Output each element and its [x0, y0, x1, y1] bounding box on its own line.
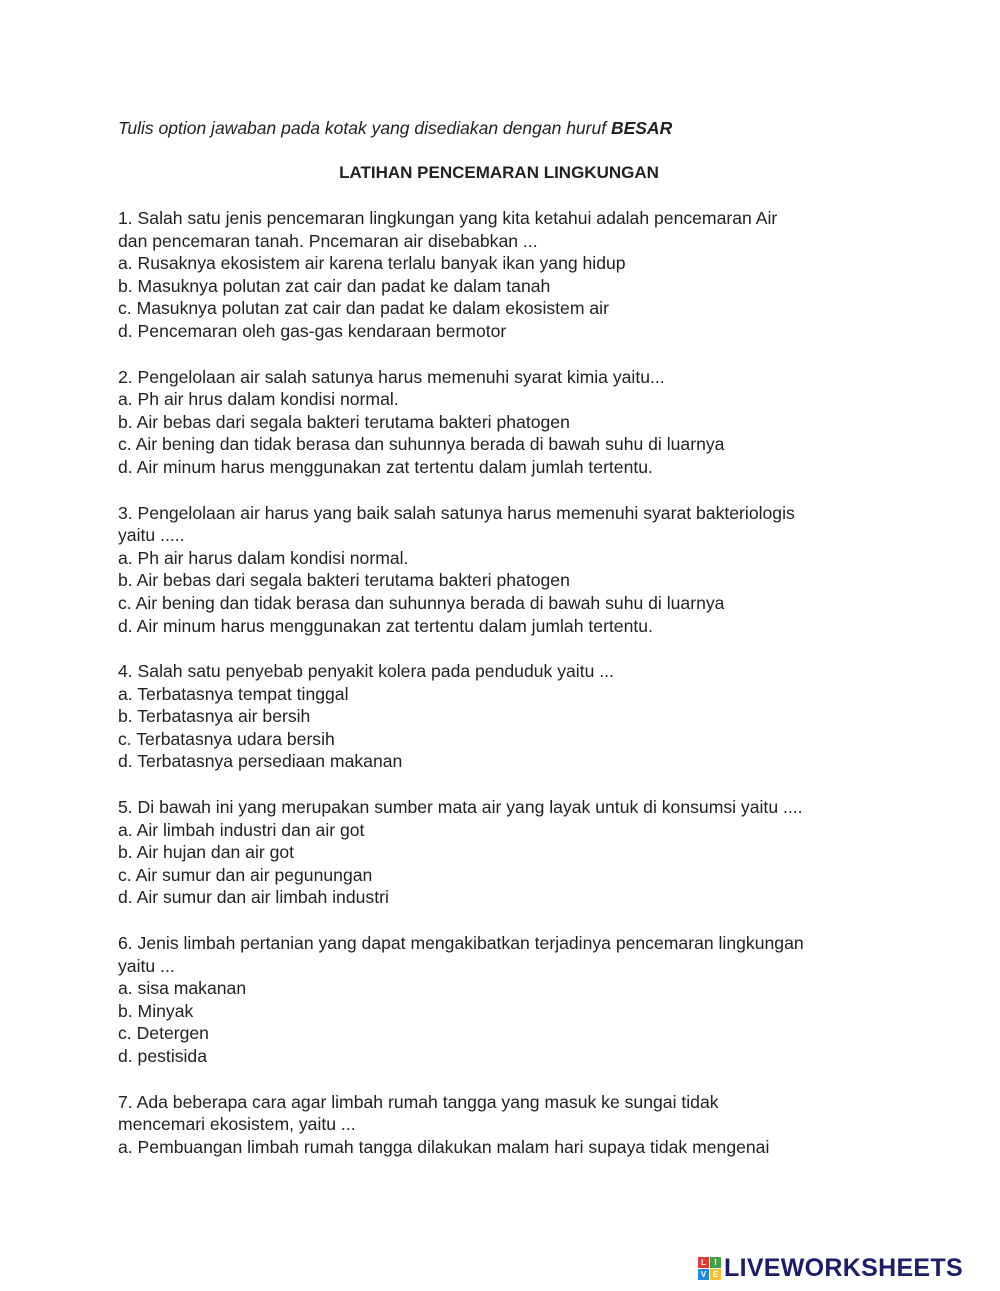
- liveworksheets-logo: [698, 1254, 963, 1283]
- question-line: d. Air sumur dan air limbah industri: [118, 887, 389, 908]
- question-3: [118, 502, 888, 638]
- question-5: [118, 796, 888, 909]
- question-line: d. Terbatasnya persediaan makanan: [118, 751, 403, 772]
- question-line: c. Terbatasnya udara bersih: [118, 728, 335, 749]
- question-line: a. Ph air hrus dalam kondisi normal.: [118, 389, 399, 410]
- question-line: a. Terbatasnya tempat tinggal: [118, 683, 349, 704]
- question-1: [118, 207, 888, 343]
- question-text: 1. Salah satu jenis pencemaran lingkungan yang kita ketahui adalah pencemaran Air: [118, 208, 778, 228]
- question-line: b. Air bebas dari segala bakteri terutama bakteri phatogen: [118, 570, 570, 591]
- question-text: 4. Salah satu penyebab penyakit kolera pada penduduk yaitu ...: [118, 661, 614, 682]
- question-line: b. Air bebas dari segala bakteri terutama bakteri phatogen: [118, 411, 570, 432]
- question-6: [118, 932, 888, 1068]
- instruction-body: Tulis option jawaban pada kotak yang disediakan dengan huruf: [118, 118, 611, 138]
- question-line: c. Masuknya polutan zat cair dan padat ke dalam ekosistem air: [118, 298, 609, 319]
- question-line: d. pestisida: [118, 1046, 207, 1066]
- question-line: a. Air limbah industri dan air got: [118, 819, 365, 840]
- question-line: b. Masuknya polutan zat cair dan padat ke dalam tanah: [118, 275, 551, 296]
- question-line: c. Detergen: [118, 1023, 209, 1044]
- question-line: b. Air hujan dan air got: [118, 842, 295, 863]
- question-line: a. Pembuangan limbah rumah tangga dilakukan malam hari supaya tidak mengenai: [118, 1136, 770, 1157]
- question-text: 6. Jenis limbah pertanian yang dapat mengakibatkan terjadinya pencemaran lingkungan: [118, 933, 804, 954]
- question-line: c. Air bening dan tidak berasa dan suhunnya berada di bawah suhu di luarnya: [118, 592, 725, 613]
- question-line: d. Air minum harus menggunakan zat tertentu dalam jumlah tertentu.: [118, 456, 653, 477]
- question-line: yaitu .....: [118, 525, 185, 546]
- question-7: [118, 1091, 888, 1159]
- logo-mark-icon: [698, 1257, 721, 1280]
- instruction-text: [118, 118, 672, 139]
- question-4: [118, 660, 888, 773]
- logo-tile: V: [698, 1269, 709, 1280]
- instruction-emphasis: BESAR: [610, 118, 673, 138]
- question-line: yaitu ...: [118, 955, 175, 976]
- question-text: 3. Pengelolaan air harus yang baik salah satunya harus memenuhi syarat bakteriologis: [118, 502, 795, 523]
- question-text: 2. Pengelolaan air salah satunya harus memenuhi syarat kimia yaitu...: [118, 366, 665, 387]
- question-line: mencemari ekosistem, yaitu ...: [118, 1114, 356, 1135]
- question-line: c. Air sumur dan air pegunungan: [118, 864, 373, 885]
- question-line: d. Air minum harus menggunakan zat tertentu dalam jumlah tertentu.: [118, 615, 653, 636]
- logo-tile: L: [698, 1257, 709, 1268]
- logo-text: LIVEWORKSHEETS: [724, 1254, 963, 1282]
- logo-tile: E: [710, 1269, 721, 1280]
- question-line: b. Minyak: [118, 1000, 194, 1021]
- question-line: a. Ph air harus dalam kondisi normal.: [118, 547, 409, 568]
- question-line: c. Air bening dan tidak berasa dan suhunnya berada di bawah suhu di luarnya: [118, 434, 725, 455]
- question-line: a. sisa makanan: [118, 978, 247, 999]
- page-title: LATIHAN PENCEMARAN LINGKUNGAN: [339, 163, 659, 182]
- question-list: [118, 207, 888, 1181]
- question-text: 5. Di bawah ini yang merupakan sumber mata air yang layak untuk di konsumsi yaitu ....: [118, 797, 803, 818]
- question-line: a. Rusaknya ekosistem air karena terlalu banyak ikan yang hidup: [118, 253, 626, 274]
- question-2: [118, 366, 888, 479]
- logo-tile: I: [710, 1257, 721, 1268]
- question-text: 7. Ada beberapa cara agar limbah rumah tangga yang masuk ke sungai tidak: [118, 1091, 719, 1112]
- question-line: b. Terbatasnya air bersih: [118, 706, 311, 727]
- question-line: dan pencemaran tanah. Pncemaran air disebabkan ...: [118, 230, 538, 251]
- question-line: d. Pencemaran oleh gas-gas kendaraan bermotor: [118, 320, 507, 341]
